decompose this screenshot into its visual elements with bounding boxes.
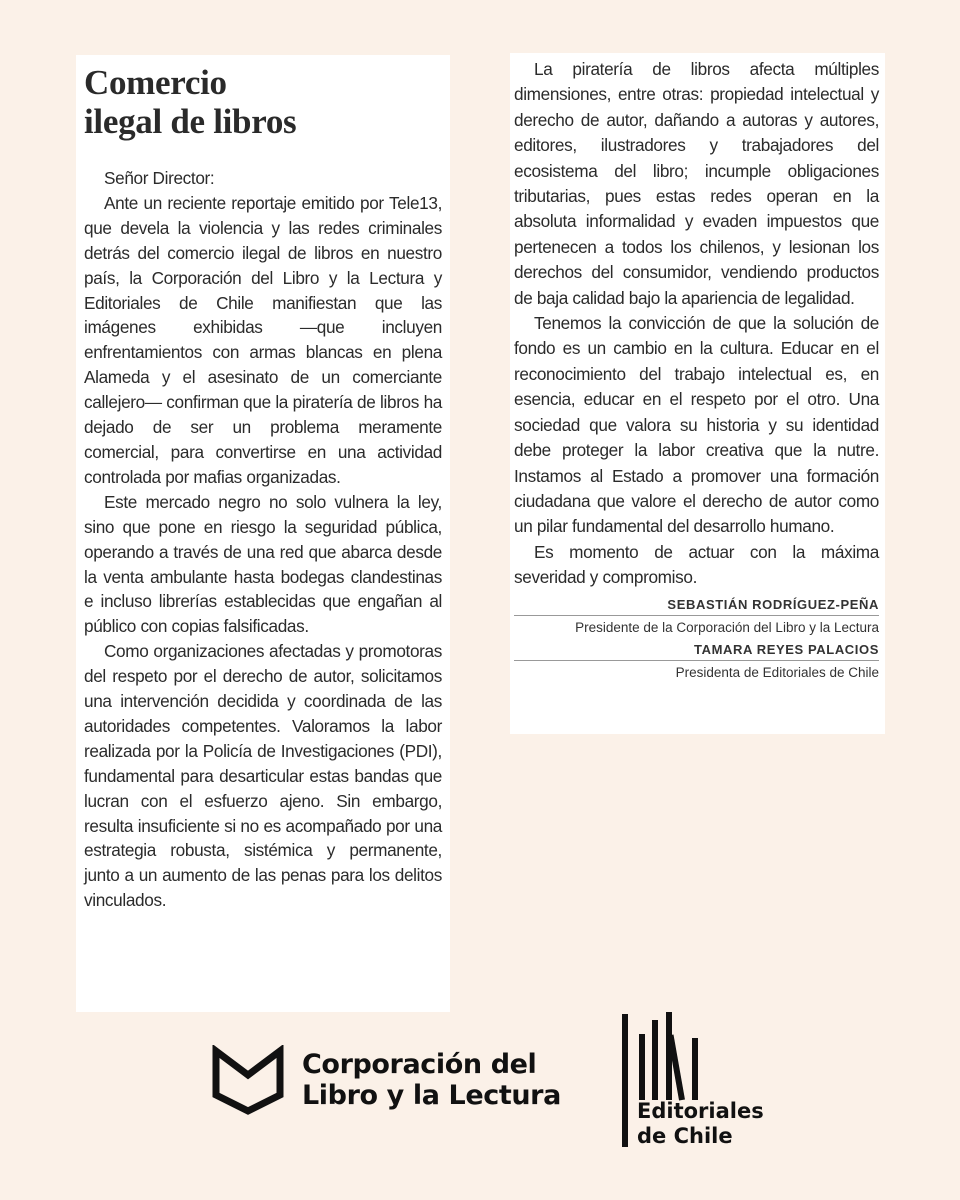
paragraph-1: Ante un reciente reportaje emitido por Tele13, que devela la violencia y las redes criminales detrás del comercio ilegal de libros en nuestro país, la Corporación del Libro y la Lectura y Editoriales de Chile manifiestan que las imágenes exhibidas —que incluyen enfrentamientos con armas blancas en plena Alameda y el asesinato de un comerciante callejero— confirman que la piratería de libros ha dejado de ser un problema meramente comercial, para convertirse en una actividad controlada por mafias organizadas. [84, 192, 442, 487]
headline-line-1: Comercio [84, 63, 227, 102]
headline-line-2: ilegal de libros [84, 102, 297, 141]
paragraph-4: La piratería de libros afecta múltiples dimensiones, entre otras: propiedad intelectual y derecho de autor, dañando a autoras y autores, editores, ilustradores y trabajadores del ecosistema del libro; incumple obligaciones tributarias, pues estas redes operan en la absoluta informalidad y evaden impuestos que pertenecen a todos los chilenos, y lesionan los derechos del consumidor, vendiendo productos de baja calidad bajo la apariencia de legalidad. [514, 59, 879, 308]
corporacion-logo-line-1: Corporación del [302, 1049, 537, 1080]
signatory-name-2: TAMARA REYES PALACIOS [694, 641, 879, 657]
editoriales-logo-text [637, 1099, 764, 1149]
signatures [514, 595, 879, 680]
open-book-icon [212, 1045, 284, 1115]
editoriales-logo-line-2: de Chile [637, 1124, 733, 1148]
signatory-role-2: Presidenta de Editoriales de Chile [514, 660, 879, 680]
corporacion-logo-text [302, 1049, 561, 1111]
corporacion-libro-lectura-logo [212, 1045, 561, 1115]
article-headline [84, 63, 442, 141]
editoriales-logo-line-1: Editoriales [637, 1099, 764, 1123]
newspaper-clipping-right [510, 53, 885, 734]
paragraph-2: Este mercado negro no solo vulnera la ley, sino que pone en riesgo la seguridad pública, operando a través de una red que abarca desde la venta ambulante hasta bodegas clandestinas e incluso librerías establecidas que engañan al público con copias falsificadas. [84, 491, 442, 637]
newspaper-clipping-left [76, 55, 450, 1012]
editoriales-de-chile-logo [622, 1012, 764, 1152]
paragraph-5: Tenemos la convicción de que la solución de fondo es un cambio en la cultura. Educar en el reconocimiento del trabajo intelectual es, en esencia, educar en el respeto por el otro. Una sociedad que valora su historia y su identidad debe proteger la labor creativa que la nutre. Instamos al Estado a promover una formación ciudadana que valore el derecho de autor como un pilar fundamental del desarrollo humano. [514, 313, 879, 537]
paragraph-3: Como organizaciones afectadas y promotoras del respeto por el derecho de autor, solicitamos una intervención decidida y coordinada de las autoridades competentes. Valoramos la labor realizada por la Policía de Investigaciones (PDI), fundamental para desarticular estas bandas que lucran con el esfuerzo ajeno. Sin embargo, resulta insuficiente si no es acompañado por una estrategia robusta, sistémica y permanente, junto a un aumento de las penas para los delitos vinculados. [84, 641, 442, 911]
article-body-left [84, 166, 442, 913]
corporacion-logo-line-2: Libro y la Lectura [302, 1080, 561, 1111]
signatory-name-1: SEBASTIÁN RODRÍGUEZ-PEÑA [667, 596, 879, 612]
signatory-role-1: Presidente de la Corporación del Libro y la Lectura [514, 615, 879, 635]
article-body-right [514, 57, 879, 591]
paragraph-6: Es momento de actuar con la máxima severidad y compromiso. [514, 541, 879, 588]
salutation: Señor Director: [104, 168, 215, 188]
